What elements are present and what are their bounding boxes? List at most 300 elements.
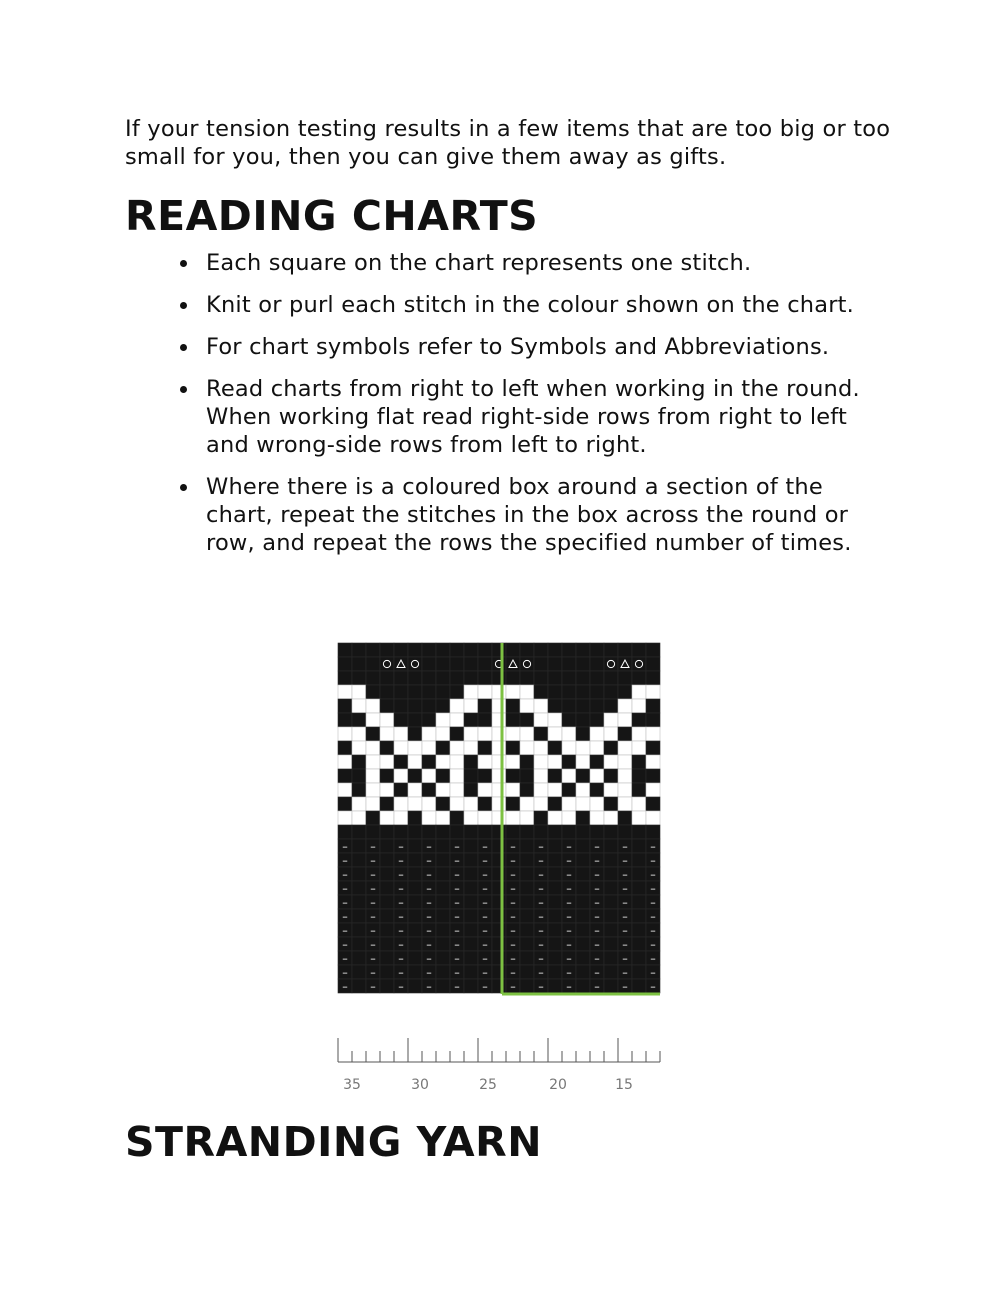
chart-cell: [352, 923, 366, 937]
chart-cell: [380, 979, 394, 993]
purl-symbol: –: [594, 896, 600, 909]
chart-cell: [520, 979, 534, 993]
chart-cell: [380, 895, 394, 909]
chart-cell: [506, 643, 520, 657]
chart-cell: [632, 951, 646, 965]
purl-symbol: –: [510, 868, 516, 881]
purl-symbol: –: [566, 882, 572, 895]
chart-cell: [632, 881, 646, 895]
chart-cell: [338, 727, 352, 741]
chart-cell: [394, 699, 408, 713]
chart-cell: [352, 699, 366, 713]
purl-symbol: –: [454, 924, 460, 937]
chart-cell: [604, 699, 618, 713]
chart-cell: [590, 671, 604, 685]
chart-cell: [436, 797, 450, 811]
purl-symbol: –: [454, 952, 460, 965]
purl-symbol: –: [398, 840, 404, 853]
chart-cell: [450, 755, 464, 769]
purl-symbol: –: [566, 910, 572, 923]
purl-symbol: –: [398, 896, 404, 909]
purl-symbol: –: [426, 854, 432, 867]
chart-cell: [408, 867, 422, 881]
chart-cell: [366, 797, 380, 811]
chart-cell: [520, 867, 534, 881]
ruler-label: 15: [615, 1077, 633, 1093]
chart-cell: [380, 783, 394, 797]
chart-cell: [646, 713, 660, 727]
chart-cell: [548, 755, 562, 769]
chart-cell: [352, 797, 366, 811]
chart-cell: [632, 755, 646, 769]
chart-cell: [506, 727, 520, 741]
chart-cell: [646, 657, 660, 671]
chart-cell: [548, 741, 562, 755]
purl-symbol: –: [510, 952, 516, 965]
chart-cell: [646, 643, 660, 657]
chart-cell: [464, 937, 478, 951]
chart-cell: [548, 895, 562, 909]
purl-symbol: –: [370, 840, 376, 853]
purl-symbol: –: [594, 966, 600, 979]
ruler-label: 25: [479, 1077, 497, 1093]
purl-symbol: –: [650, 840, 656, 853]
purl-symbol: –: [650, 868, 656, 881]
chart-cell: [520, 643, 534, 657]
chart-cell: [618, 685, 632, 699]
purl-symbol: –: [538, 840, 544, 853]
chart-cell: [506, 741, 520, 755]
chart-cell: [520, 741, 534, 755]
chart-cell: [604, 671, 618, 685]
chart-cell: [562, 741, 576, 755]
chart-cell: [492, 979, 506, 993]
chart-cell: [604, 797, 618, 811]
purl-symbol: –: [482, 952, 488, 965]
purl-symbol: –: [650, 952, 656, 965]
chart-cell: [464, 923, 478, 937]
chart-cell: [422, 741, 436, 755]
chart-cell: [492, 797, 506, 811]
chart-cell: [534, 755, 548, 769]
chart-cell: [492, 685, 506, 699]
chart-cell: [464, 909, 478, 923]
chart-cell: [576, 741, 590, 755]
chart-cell: [436, 979, 450, 993]
chart-cell: [576, 965, 590, 979]
chart-cell: [576, 769, 590, 783]
purl-symbol: –: [398, 910, 404, 923]
purl-symbol: –: [482, 938, 488, 951]
chart-cell: [604, 937, 618, 951]
purl-symbol: –: [370, 896, 376, 909]
chart-cell: [576, 713, 590, 727]
chart-cell: [352, 755, 366, 769]
chart-cell: [380, 909, 394, 923]
chart-cell: [576, 825, 590, 839]
chart-cell: [520, 811, 534, 825]
purl-symbol: –: [426, 882, 432, 895]
purl-symbol: –: [566, 938, 572, 951]
chart-cell: [408, 769, 422, 783]
chart-cell: [366, 783, 380, 797]
chart-cell: [422, 797, 436, 811]
chart-cell: [352, 979, 366, 993]
chart-cell: [436, 755, 450, 769]
chart-cell: [506, 825, 520, 839]
chart-cell: [492, 657, 506, 671]
chart-cell: [478, 769, 492, 783]
chart-cell: [408, 923, 422, 937]
purl-symbol: –: [342, 882, 348, 895]
purl-symbol: –: [398, 868, 404, 881]
chart-cell: [492, 951, 506, 965]
chart-cell: [436, 643, 450, 657]
chart-cell: [604, 839, 618, 853]
chart-cell: [646, 797, 660, 811]
chart-cell: [646, 741, 660, 755]
chart-cell: [534, 671, 548, 685]
chart-cell: [618, 825, 632, 839]
chart-cell: [436, 825, 450, 839]
chart-cell: [338, 685, 352, 699]
chart-cell: [520, 825, 534, 839]
chart-cell: [604, 965, 618, 979]
chart-cell: [632, 811, 646, 825]
chart-cell: [408, 797, 422, 811]
chart-cell: [394, 671, 408, 685]
chart-cell: [632, 643, 646, 657]
purl-symbol: –: [622, 966, 628, 979]
chart-cell: [380, 811, 394, 825]
bullet-text: For chart symbols refer to Symbols and Abbreviations.: [206, 334, 830, 360]
chart-cell: [408, 853, 422, 867]
chart-cell: [590, 769, 604, 783]
purl-symbol: –: [594, 882, 600, 895]
chart-cell: [604, 769, 618, 783]
chart-cell: [646, 685, 660, 699]
chart-cell: [408, 895, 422, 909]
purl-symbol: –: [538, 910, 544, 923]
chart-cell: [436, 811, 450, 825]
chart-cell: [576, 839, 590, 853]
purl-symbol: –: [622, 952, 628, 965]
chart-cell: [590, 699, 604, 713]
chart-cell: [576, 657, 590, 671]
chart-cell: [562, 685, 576, 699]
chart-cell: [576, 923, 590, 937]
purl-symbol: –: [622, 882, 628, 895]
chart-cell: [450, 713, 464, 727]
chart-cell: [436, 727, 450, 741]
purl-symbol: –: [454, 980, 460, 993]
chart-cell: [338, 811, 352, 825]
chart-cell: [352, 769, 366, 783]
chart-cell: [548, 811, 562, 825]
chart-cell: [492, 937, 506, 951]
ruler-label: 20: [549, 1077, 567, 1093]
purl-symbol: –: [398, 938, 404, 951]
chart-cell: [548, 769, 562, 783]
chart-cell: [408, 727, 422, 741]
chart-cell: [492, 839, 506, 853]
purl-symbol: –: [370, 910, 376, 923]
chart-cell: [352, 867, 366, 881]
chart-cell: [352, 895, 366, 909]
purl-symbol: –: [566, 896, 572, 909]
chart-cell: [338, 699, 352, 713]
purl-symbol: –: [594, 910, 600, 923]
chart-cell: [520, 769, 534, 783]
chart-cell: [380, 839, 394, 853]
chart-cell: [464, 839, 478, 853]
chart-cell: [380, 713, 394, 727]
purl-symbol: –: [538, 938, 544, 951]
chart-cell: [562, 769, 576, 783]
chart-cell: [464, 713, 478, 727]
chart-cell: [590, 713, 604, 727]
purl-symbol: –: [426, 896, 432, 909]
chart-cell: [632, 867, 646, 881]
chart-cell: [548, 727, 562, 741]
purl-symbol: –: [454, 868, 460, 881]
chart-cell: [394, 811, 408, 825]
chart-cell: [478, 699, 492, 713]
chart-cell: [464, 741, 478, 755]
chart-cell: [436, 881, 450, 895]
chart-cell: [576, 671, 590, 685]
chart-cell: [366, 699, 380, 713]
chart-cell: [380, 727, 394, 741]
chart-cell: [352, 839, 366, 853]
chart-cell: [464, 867, 478, 881]
purl-symbol: –: [594, 854, 600, 867]
chart-cell: [366, 741, 380, 755]
chart-cell: [576, 727, 590, 741]
chart-cell: [352, 937, 366, 951]
chart-cell: [492, 965, 506, 979]
chart-cell: [380, 965, 394, 979]
chart-cell: [338, 825, 352, 839]
chart-cell: [464, 895, 478, 909]
chart-cell: [464, 979, 478, 993]
chart-cell: [366, 671, 380, 685]
chart-cell: [492, 699, 506, 713]
chart-cell: [492, 755, 506, 769]
chart-cell: [520, 699, 534, 713]
chart-cell: [506, 685, 520, 699]
chart-cell: [520, 923, 534, 937]
chart-cell: [548, 699, 562, 713]
chart-cell: [590, 727, 604, 741]
purl-symbol: –: [622, 868, 628, 881]
chart-cell: [422, 783, 436, 797]
chart-cell: [380, 867, 394, 881]
purl-symbol: –: [370, 924, 376, 937]
chart-cell: [366, 643, 380, 657]
purl-symbol: –: [538, 980, 544, 993]
chart-cell: [604, 727, 618, 741]
purl-symbol: –: [454, 854, 460, 867]
chart-cell: [352, 741, 366, 755]
chart-cell: [604, 741, 618, 755]
chart-cell: [506, 713, 520, 727]
chart-cell: [632, 853, 646, 867]
purl-symbol: –: [566, 854, 572, 867]
chart-cell: [548, 797, 562, 811]
chart-cell: [380, 881, 394, 895]
chart-cell: [562, 643, 576, 657]
purl-symbol: –: [482, 840, 488, 853]
chart-cell: [576, 797, 590, 811]
purl-symbol: –: [622, 854, 628, 867]
purl-symbol: –: [566, 924, 572, 937]
purl-symbol: –: [426, 952, 432, 965]
chart-cell: [646, 783, 660, 797]
chart-cell: [618, 797, 632, 811]
purl-symbol: –: [370, 952, 376, 965]
purl-symbol: –: [594, 868, 600, 881]
chart-cell: [534, 797, 548, 811]
chart-cell: [534, 783, 548, 797]
chart-cell: [394, 643, 408, 657]
chart-cell: [352, 965, 366, 979]
chart-cell: [366, 685, 380, 699]
chart-cell: [534, 741, 548, 755]
chart-cell: [576, 909, 590, 923]
purl-symbol: –: [510, 854, 516, 867]
chart-cell: [422, 727, 436, 741]
chart-cell: [338, 797, 352, 811]
chart-cell: [492, 909, 506, 923]
purl-symbol: –: [650, 896, 656, 909]
chart-cell: [520, 965, 534, 979]
chart-cell: [408, 825, 422, 839]
chart-cell: [394, 741, 408, 755]
purl-symbol: –: [342, 868, 348, 881]
purl-symbol: –: [426, 966, 432, 979]
purl-symbol: –: [370, 854, 376, 867]
chart-cell: [492, 895, 506, 909]
chart-cell: [604, 923, 618, 937]
purl-symbol: –: [566, 868, 572, 881]
chart-cell: [576, 853, 590, 867]
chart-cell: [520, 755, 534, 769]
chart-cell: [380, 685, 394, 699]
purl-symbol: –: [510, 980, 516, 993]
chart-cell: [492, 643, 506, 657]
purl-symbol: –: [426, 938, 432, 951]
chart-cell: [352, 685, 366, 699]
chart-cell: [562, 657, 576, 671]
chart-cell: [422, 657, 436, 671]
chart-cell: [464, 727, 478, 741]
chart-cell: [380, 825, 394, 839]
chart-cell: [352, 657, 366, 671]
chart-cell: [618, 699, 632, 713]
chart-cell: [632, 965, 646, 979]
purl-symbol: –: [482, 882, 488, 895]
purl-symbol: –: [538, 896, 544, 909]
chart-cell: [464, 825, 478, 839]
chart-cell: [408, 909, 422, 923]
chart-cell: [492, 783, 506, 797]
chart-cell: [366, 811, 380, 825]
purl-symbol: –: [426, 840, 432, 853]
chart-cell: [520, 671, 534, 685]
chart-cell: [604, 979, 618, 993]
purl-symbol: –: [510, 882, 516, 895]
purl-symbol: –: [398, 854, 404, 867]
chart-cell: [576, 881, 590, 895]
purl-symbol: –: [538, 952, 544, 965]
chart-cell: [338, 657, 352, 671]
chart-cell: [464, 671, 478, 685]
purl-symbol: –: [566, 966, 572, 979]
chart-cell: [422, 713, 436, 727]
chart-cell: [464, 769, 478, 783]
chart-cell: [576, 643, 590, 657]
chart-cell: [436, 951, 450, 965]
chart-cell: [590, 657, 604, 671]
chart-cell: [604, 755, 618, 769]
chart-cell: [492, 713, 506, 727]
chart-cell: [436, 839, 450, 853]
chart-cell: [576, 685, 590, 699]
chart-cell: [548, 881, 562, 895]
purl-symbol: –: [650, 924, 656, 937]
chart-cell: [338, 783, 352, 797]
purl-symbol: –: [622, 910, 628, 923]
chart-cell: [450, 727, 464, 741]
chart-cell: [534, 685, 548, 699]
ruler-label: 35: [343, 1077, 361, 1093]
chart-cell: [478, 797, 492, 811]
chart-cell: [534, 727, 548, 741]
chart-cell: [394, 713, 408, 727]
chart-cell: [380, 923, 394, 937]
chart-cell: [548, 713, 562, 727]
purl-symbol: –: [566, 840, 572, 853]
chart-cell: [352, 643, 366, 657]
chart-cell: [436, 699, 450, 713]
chart-cell: [338, 671, 352, 685]
chart-cell: [520, 727, 534, 741]
chart-cell: [492, 853, 506, 867]
purl-symbol: –: [482, 868, 488, 881]
chart-cell: [548, 671, 562, 685]
bullet-text: Each square on the chart represents one stitch.: [206, 250, 752, 276]
chart-cell: [520, 713, 534, 727]
purl-symbol: –: [566, 980, 572, 993]
chart-cell: [436, 909, 450, 923]
chart-cell: [366, 825, 380, 839]
purl-symbol: –: [398, 882, 404, 895]
chart-cell: [618, 727, 632, 741]
chart-cell: [548, 909, 562, 923]
chart-cell: [352, 811, 366, 825]
chart-cell: [464, 797, 478, 811]
chart-cell: [520, 657, 534, 671]
purl-symbol: –: [650, 882, 656, 895]
chart-cell: [590, 685, 604, 699]
purl-symbol: –: [482, 910, 488, 923]
chart-cell: [492, 881, 506, 895]
chart-cell: [408, 741, 422, 755]
purl-symbol: –: [622, 980, 628, 993]
purl-symbol: –: [650, 854, 656, 867]
chart-cell: [604, 951, 618, 965]
